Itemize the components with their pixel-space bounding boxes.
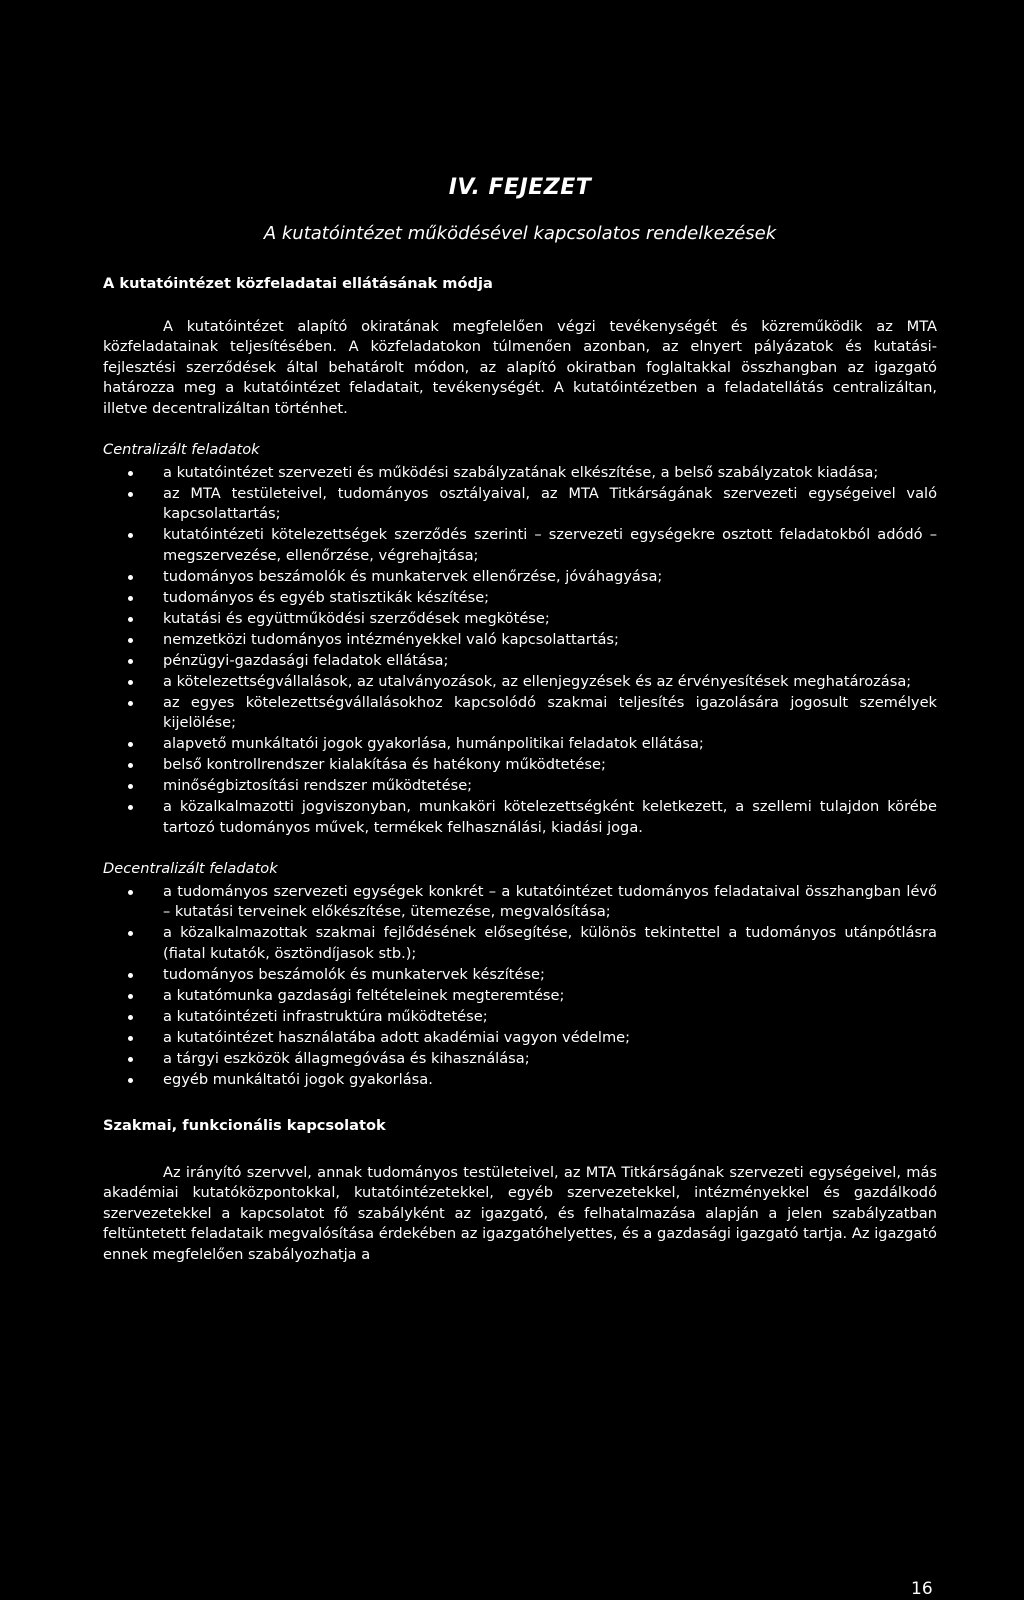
list-item: tudományos beszámolók és munkatervek készítése; <box>163 965 937 986</box>
list-item: kutatóintézeti kötelezettségek szerződés szerinti – szervezeti egységekre osztott feladatokból adódó – megszervezése, ellenőrzése, végrehajtása; <box>163 525 937 566</box>
list-item: minőségbiztosítási rendszer működtetése; <box>163 776 937 797</box>
chapter-title: IV. FEJEZET <box>448 175 592 200</box>
list-item: a kutatóintézet szervezeti és működési szabályzatának elkészítése, a belső szabályzatok kiadása; <box>163 463 937 484</box>
list-item: a közalkalmazotti jogviszonyban, munkaköri kötelezettségként keletkezett, a szellemi tulajdon körébe tartozó tudományos művek, termékek felhasználási, kiadási joga. <box>163 797 937 838</box>
section-heading-professional-relations: Szakmai, funkcionális kapcsolatok <box>103 1117 386 1134</box>
list-item: tudományos beszámolók és munkatervek ellenőrzése, jóváhagyása; <box>163 567 937 588</box>
list-item: tudományos és egyéb statisztikák készítése; <box>163 588 937 609</box>
list-item: az MTA testületeivel, tudományos osztályaival, az MTA Titkárságának szervezeti egységeivel való kapcsolattartás; <box>163 484 937 525</box>
list-item: a közalkalmazottak szakmai fejlődésének elősegítése, különös tekintettel a tudományos utánpótlásra (fiatal kutatók, ösztöndíjasok stb.); <box>163 923 937 964</box>
section-heading-public-tasks: A kutatóintézet közfeladatai ellátásának módja <box>103 275 493 292</box>
public-tasks-paragraph: A kutatóintézet alapító okiratának megfelelően végzi tevékenységét és közreműködik az MTA közfeladatainak teljesítésében. A közfeladatokon túlmenően azonban, az elnyert pályázatok és kutatási-fejlesztési szerződések által behatárolt módon, az alapító okiratban foglaltakkal összhangban az igazgató határozza meg a kutatóintézet feladatait, tevékenységét. A kutatóintézetben a feladatellátás centralizáltan, illetve decentralizáltan történhet. <box>103 317 937 417</box>
list-item: a kutatómunka gazdasági feltételeinek megteremtése; <box>163 986 937 1007</box>
list-item: kutatási és együttműködési szerződések megkötése; <box>163 609 937 630</box>
centralized-tasks-heading: Centralizált feladatok <box>103 441 260 458</box>
list-item: egyéb munkáltatói jogok gyakorlása. <box>163 1070 937 1091</box>
document-page <box>103 160 937 1265</box>
professional-relations-paragraph: Az irányító szervvel, annak tudományos testületeivel, az MTA Titkárságának szervezeti egységeivel, más akadémiai kutatóközpontokkal, kutatóintézetekkel, egyéb szervezetekkel, intézményekkel és gazdálkodó szervezetekkel a kapcsolatot fő szabályként az igazgató, és felhatalmazása alapján a jelen szabályzatban feltüntetett feladataik megvalósítása érdekében az igazgatóhelyettes, és a gazdasági igazgató tartja. Az igazgató ennek megfelelően szabályozhatja a <box>103 1163 937 1263</box>
list-item: nemzetközi tudományos intézményekkel való kapcsolattartás; <box>163 630 937 651</box>
list-item: az egyes kötelezettségvállalásokhoz kapcsolódó szakmai teljesítés igazolására jogosult személyek kijelölése; <box>163 693 937 734</box>
chapter-subtitle: A kutatóintézet működésével kapcsolatos rendelkezések <box>263 223 777 244</box>
page-number: 16 <box>911 1579 933 1599</box>
list-item: belső kontrollrendszer kialakítása és hatékony működtetése; <box>163 755 937 776</box>
list-item: alapvető munkáltatói jogok gyakorlása, humánpolitikai feladatok ellátása; <box>163 734 937 755</box>
list-item: a kutatóintézet használatába adott akadémiai vagyon védelme; <box>163 1028 937 1049</box>
list-item: a kötelezettségvállalások, az utalványozások, az ellenjegyzések és az érvényesítések meghatározása; <box>163 672 937 693</box>
decentralized-tasks-list <box>103 882 937 1091</box>
decentralized-tasks-heading: Decentralizált feladatok <box>103 860 278 877</box>
list-item: a tárgyi eszközök állagmegóvása és kihasználása; <box>163 1049 937 1070</box>
list-item: pénzügyi-gazdasági feladatok ellátása; <box>163 651 937 672</box>
list-item: a kutatóintézeti infrastruktúra működtetése; <box>163 1007 937 1028</box>
list-item: a tudományos szervezeti egységek konkrét – a kutatóintézet tudományos feladataival összhangban lévő – kutatási terveinek előkészítése, ütemezése, megvalósítása; <box>163 882 937 923</box>
centralized-tasks-list <box>103 463 937 839</box>
